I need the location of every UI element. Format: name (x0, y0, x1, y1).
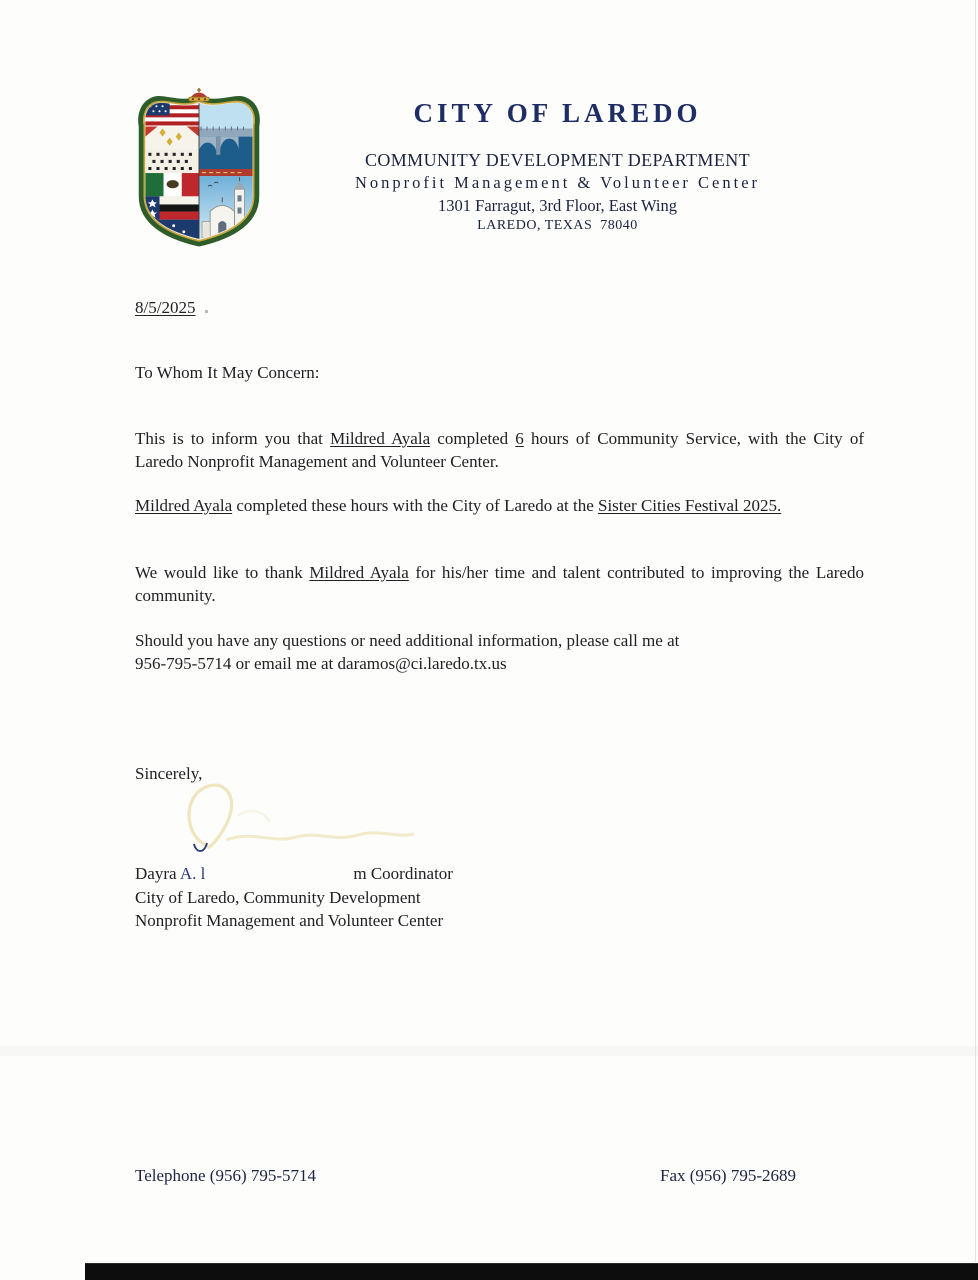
paragraph-thanks (135, 561, 864, 607)
letterhead-title: CITY OF LAREDO (413, 98, 702, 128)
p3-tail: for his/her time and talent contributed to improving the Laredo community. (135, 563, 864, 605)
paragraph-event (135, 494, 864, 517)
city-seal-logo (133, 88, 265, 248)
volunteer-name: Mildred Ayala (330, 429, 431, 448)
volunteer-name: Mildred Ayala (309, 563, 409, 582)
paragraph-contact (135, 629, 864, 675)
signer-org-line2: Nonprofit Management and Volunteer Center (135, 911, 444, 930)
p2-mid: completed these hours with the City of Laredo at the (232, 496, 598, 515)
signer-first-name: Dayra (135, 864, 180, 883)
bridge-scene (199, 102, 253, 169)
scan-edge-line (975, 0, 976, 1262)
p1-tail: hours of Community Service, with the City of Laredo Nonprofit Management and Volunteer Center. (135, 429, 864, 471)
signer-initial: A. l (179, 864, 206, 883)
scan-speck (205, 310, 208, 313)
letterhead-city-state-zip: LAREDO, TEXAS 78040 (477, 218, 638, 233)
signer-org-line1: City of Laredo, Community Development (135, 888, 421, 907)
footer-fax: Fax (956) 795-2689 (660, 1166, 796, 1185)
paragraph-hours (135, 427, 864, 473)
signer-name-line (135, 862, 864, 885)
scan-artifact-band (0, 1046, 978, 1056)
letterhead-address: 1301 Farragut, 3rd Floor, East Wing (438, 196, 677, 215)
date-text: 8/5/2025 (135, 298, 196, 317)
letterhead-center-name: Nonprofit Management & Volunteer Center (354, 173, 761, 192)
closing: Sincerely, (135, 764, 203, 783)
footer-telephone: Telephone (956) 795-5714 (135, 1166, 317, 1185)
hours-value: 6 (515, 429, 524, 448)
contact-line1: Should you have any questions or need additional information, please call me at (135, 631, 680, 650)
event-name: Sister Cities Festival 2025. (598, 496, 782, 515)
seal-interior (145, 102, 252, 242)
scan-bottom-bar (85, 1263, 978, 1280)
p3-lead: We would like to thank (135, 563, 310, 582)
p1-lead: This is to inform you that (135, 429, 331, 448)
p1-mid: completed (430, 429, 516, 448)
crown-icon (189, 88, 209, 101)
signer-title-fragment: m Coordinator (353, 864, 453, 883)
volunteer-name: Mildred Ayala (135, 496, 233, 515)
contact-line2: 956-795-5714 or email me at daramos@ci.laredo.tx.us (135, 654, 507, 673)
letter-date (135, 296, 208, 319)
letterhead-department: COMMUNITY DEVELOPMENT DEPARTMENT (364, 150, 751, 170)
signature-scribble (168, 776, 468, 872)
salutation: To Whom It May Concern: (135, 363, 320, 382)
